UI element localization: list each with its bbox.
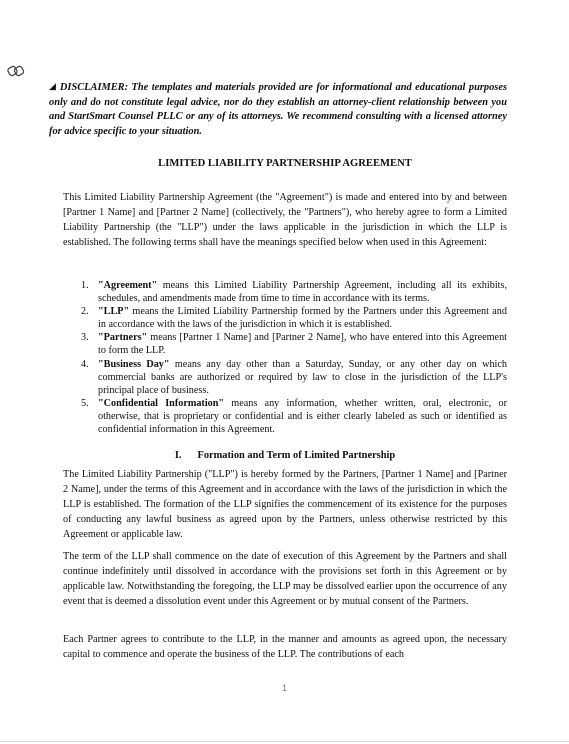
section-paragraph: The Limited Liability Partnership ("LLP") is hereby formed by the Partners, [Partner 1 Name] and [Partner 2 Name], under the terms of this Agreement and in accordance with the laws of the jurisdiction in which the LLP is established. The formation of the LLP signifies the commencement of its existence for the purposes of conducting any lawful business as agreed upon by the Partners, unless otherwise restricted by this Agreement or applicable law. xyxy=(63,469,507,541)
section-title: Formation and Term of Limited Partnership xyxy=(197,450,396,461)
definition-text: means this Limited Liability Partnership Agreement, including all its exhibits, schedules, and amendments made from time to time in accordance with its terms. xyxy=(98,280,507,305)
definition-number: 1. xyxy=(81,280,89,291)
definition-term: "LLP" xyxy=(98,306,130,318)
definition-item xyxy=(63,358,507,397)
intro-paragraph: This Limited Liability Partnership Agreement (the "Agreement") is made and entered into by and between [Partner 1 Name] and [Partner 2 Name] (collectively, the "Partners"), who hereby agree to form a Limited Liability Partnership (the "LLP") under the laws applicable in the jurisdiction in which the LLP is established. The following terms shall have the meanings specified below when used in this Agreement: xyxy=(63,192,507,249)
definition-term: "Partners" xyxy=(98,332,148,344)
section-paragraph: The term of the LLP shall commence on the date of execution of this Agreement by the Partners and shall continue indefinitely until dissolved in accordance with the provisions set forth in this Agreement or by applicable law. Notwithstanding the foregoing, the LLP may be dissolved earlier upon the occurrence of any event that is deemed a dissolution event under this Agreement or by mutual consent of the Partners. xyxy=(63,551,507,608)
section-paragraph: Each Partner agrees to contribute to the LLP, in the manner and amounts as agreed upon, the necessary capital to commence and operate the business of the LLP. The contributions of each xyxy=(63,634,507,661)
definition-term: "Business Day" xyxy=(98,358,170,370)
page-number: 1 xyxy=(281,683,287,693)
definition-item xyxy=(63,305,507,331)
definition-number: 2. xyxy=(81,306,89,318)
definition-text: means any day other than a Saturday, Sunday, or any other day on which commercial banks are authorized or required by law to close in the jurisdiction of the LLP's principal place of business. xyxy=(98,358,508,396)
definition-text: means any information, whether written, oral, electronic, or otherwise, that is proprietary or confidential and is either clearly labeled as such or identified as confidential information in this Agreement. xyxy=(98,397,507,436)
definition-term: "Confidential Information" xyxy=(98,397,225,409)
definition-item xyxy=(63,331,507,357)
definitions-list xyxy=(63,279,507,436)
definition-number: 5. xyxy=(81,397,89,409)
definition-item xyxy=(63,397,507,436)
section-numeral: I. xyxy=(174,450,182,461)
disclaimer-text: DISCLAIMER: The templates and materials provided are for informational and educational purposes only and do not constitute legal advice, nor do they establish an attorney-client relationship between you and StartSmart Counsel PLLC or any of its attorneys. We recommend consulting with a licensed attorney for advice specific to your situation. xyxy=(49,82,507,137)
definition-term: "Agreement" xyxy=(98,280,158,291)
page-divider xyxy=(0,741,569,742)
definition-number: 4. xyxy=(81,358,89,370)
definition-text: means [Partner 1 Name] and [Partner 2 Name], who have entered into this Agreement to form the LLP. xyxy=(98,332,507,357)
disclaimer-block xyxy=(49,80,507,139)
link-chain-icon[interactable] xyxy=(7,63,25,79)
definition-number: 3. xyxy=(81,332,89,344)
document-title: LIMITED LIABILITY PARTNERSHIP AGREEMENT xyxy=(158,158,412,169)
definition-item xyxy=(63,279,507,305)
definition-text: means the Limited Liability Partnership formed by the Partners under this Agreement and in accordance with the laws of the jurisdiction in which it is established. xyxy=(98,306,507,331)
disclaimer-marker-icon: ◢ xyxy=(49,81,56,91)
section-heading xyxy=(63,449,507,462)
